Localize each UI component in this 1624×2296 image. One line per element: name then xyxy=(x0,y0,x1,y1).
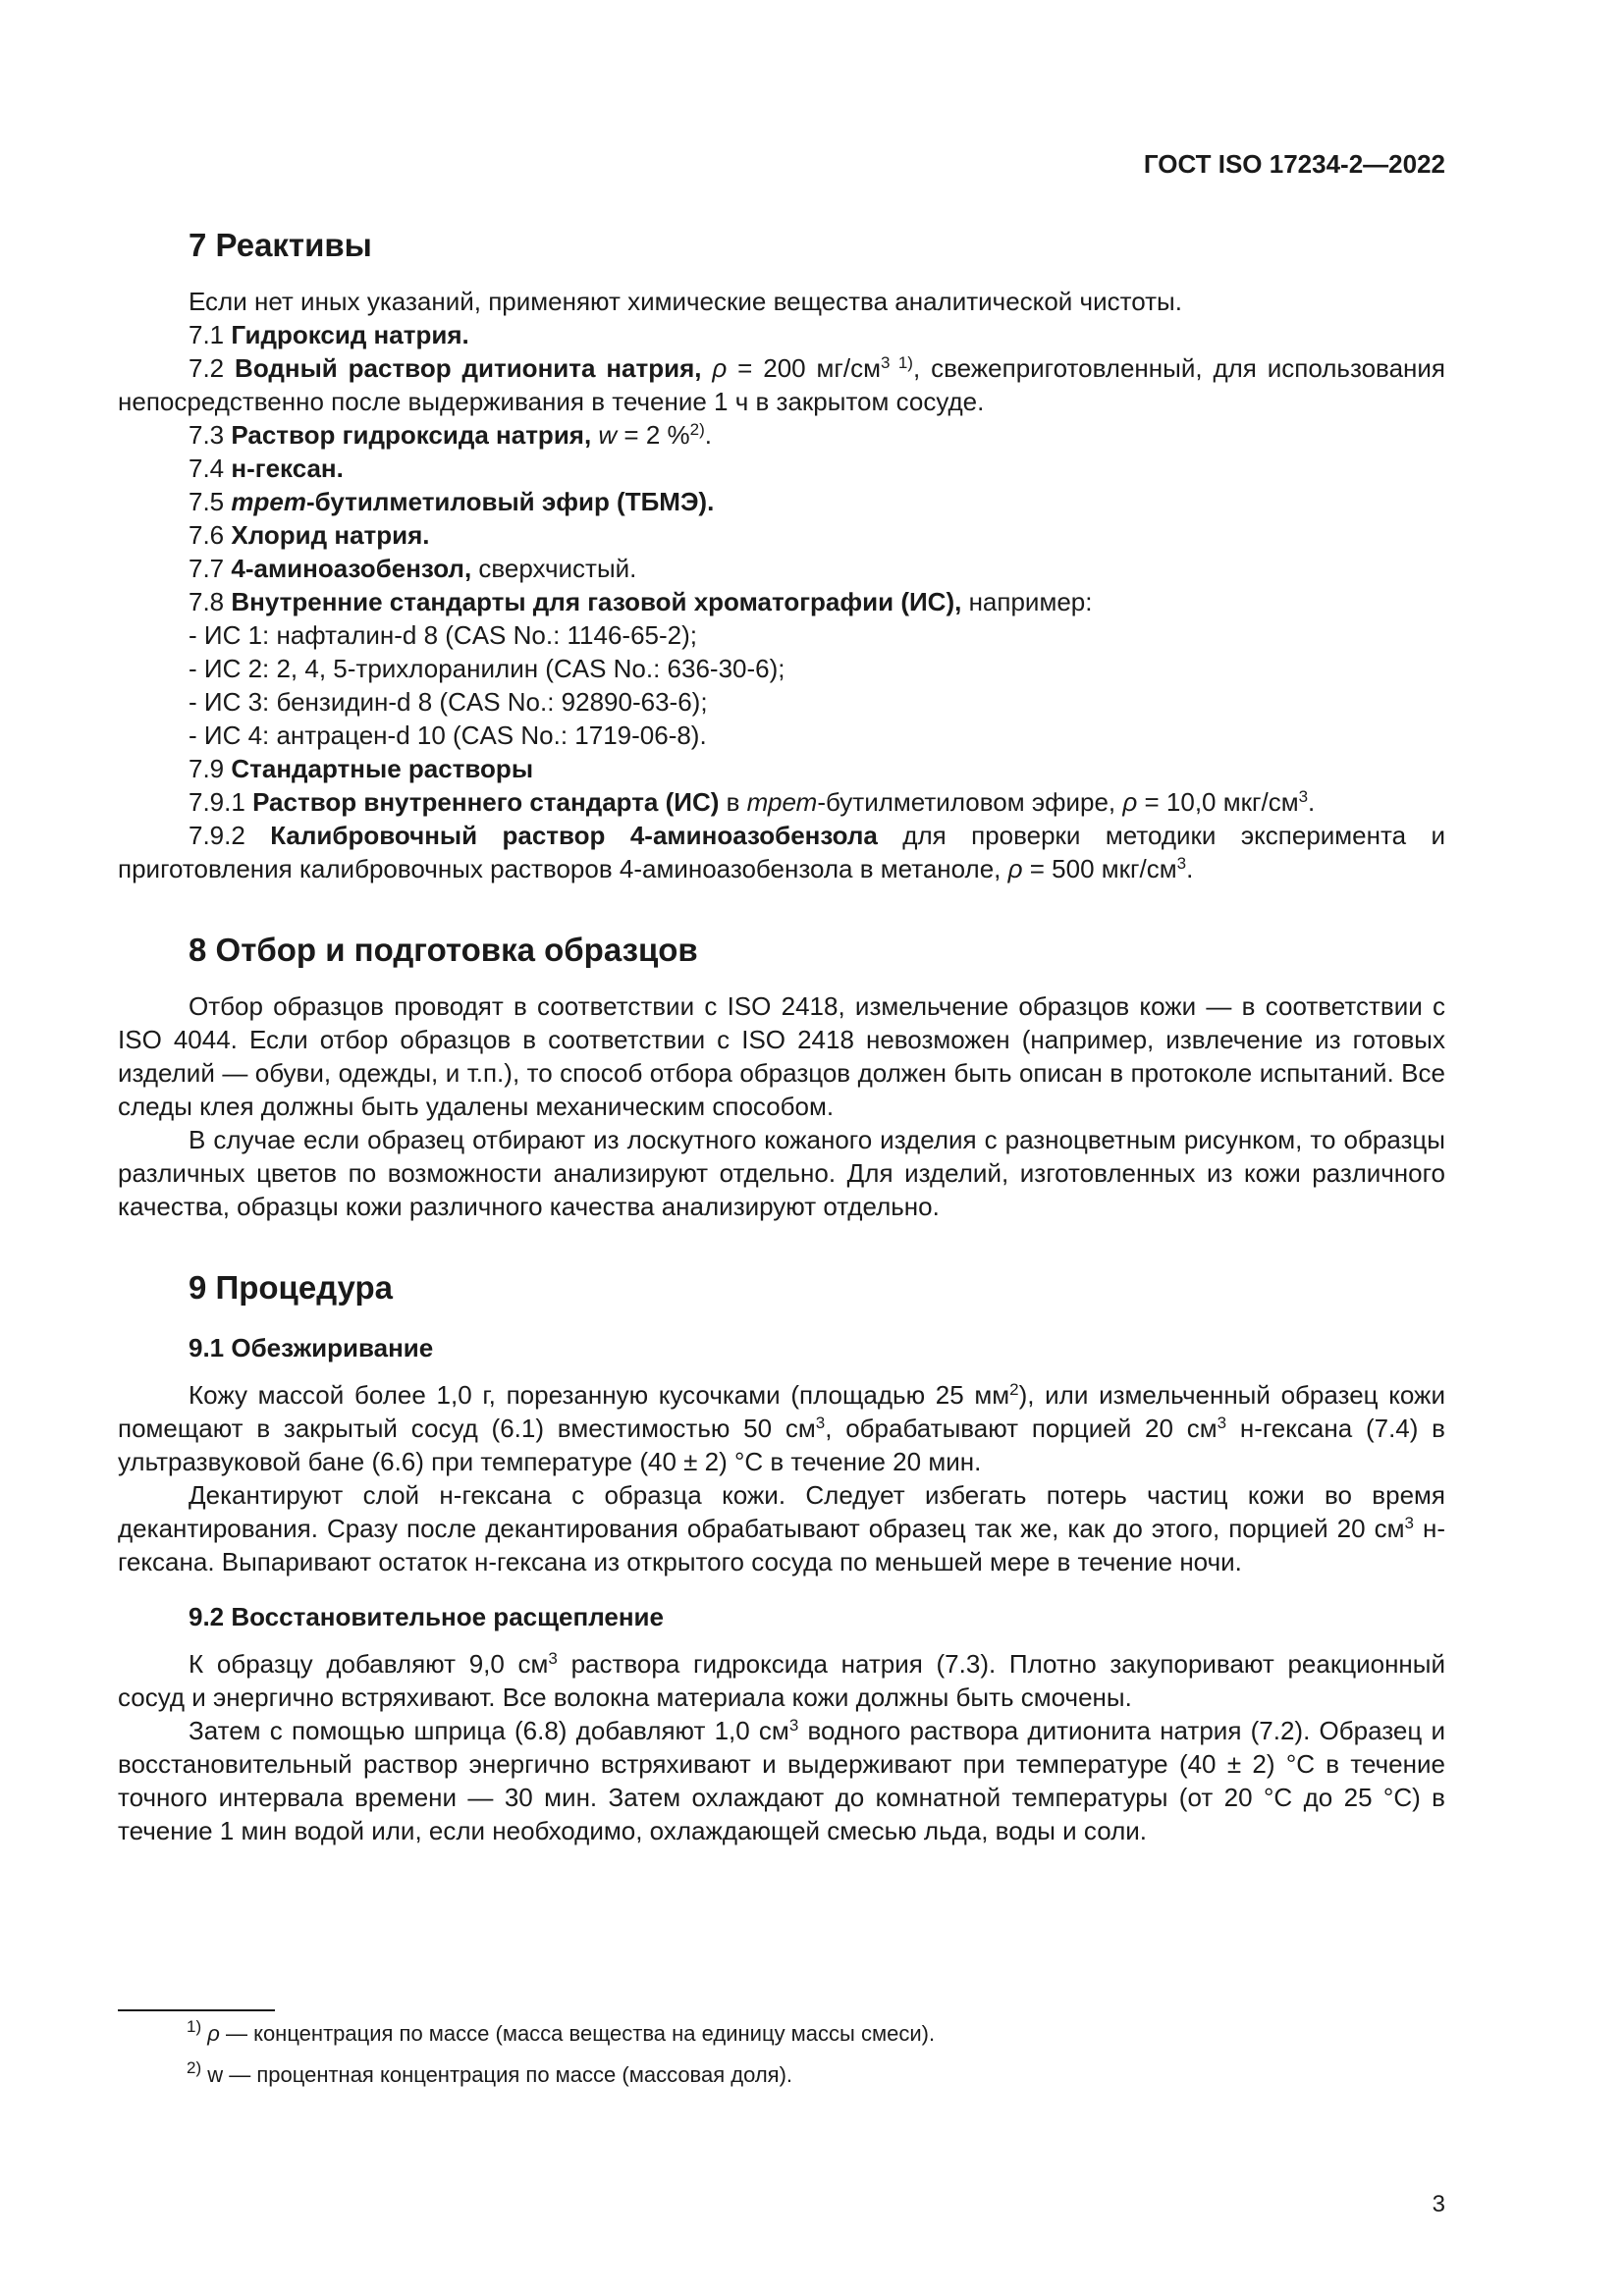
item-number: 7.9.2 xyxy=(189,821,271,850)
superscript: 3 xyxy=(548,1649,558,1668)
footnote-mark: 2) xyxy=(187,2058,202,2077)
subsection-9-1-title: 9.1 Обезжиривание xyxy=(189,1333,434,1362)
text-run: К образцу добавляют 9,0 см xyxy=(189,1649,549,1679)
page-content xyxy=(118,224,1445,1891)
superscript: 2 xyxy=(1009,1380,1019,1399)
superscript: 3 xyxy=(788,1716,799,1735)
superscript: 3 xyxy=(815,1414,826,1432)
item-term: 4-аминоазобензол, xyxy=(231,554,472,583)
item-term: Раствор внутреннего стандарта (ИС) xyxy=(252,787,720,817)
footnote-text: — процентная концентрация по массе (массовая доля). xyxy=(223,2062,793,2087)
punctuation: . xyxy=(704,420,712,450)
footnote-text: — концентрация по массе (масса вещества на единицу массы смеси). xyxy=(219,2021,936,2046)
item-7-9-2 xyxy=(118,819,1445,885)
section-8 xyxy=(118,929,1445,1223)
item-text: -бутилметиловом эфире, xyxy=(817,787,1123,817)
item-term: Хлорид натрия. xyxy=(231,520,430,550)
text-run: Затем с помощью шприца (6.8) добавляют 1,0 см xyxy=(189,1716,789,1745)
subsection-9-2-title: 9.2 Восстановительное расщепление xyxy=(189,1602,664,1631)
section-9-title: 9 Процедура xyxy=(189,1269,393,1306)
item-number: 7.6 xyxy=(189,520,232,550)
list-item: - ИС 3: бензидин-d 8 (CAS No.: 92890-63-6); xyxy=(189,687,708,717)
section-9 xyxy=(118,1266,1445,1847)
item-term: Внутренние стандарты для газовой хроматографии (ИС), xyxy=(231,587,962,616)
rho-symbol: ρ xyxy=(701,353,728,383)
item-term: Стандартные растворы xyxy=(231,754,534,783)
item-value: = 2 % xyxy=(617,420,690,450)
s9-2-paragraph-2 xyxy=(118,1714,1445,1847)
s8-paragraph-1: Отбор образцов проводят в соответствии с ISO 2418, измельчение образцов кожи — в соответствии с ISO 4044. Если отбор образцов в соответствии с ISO 2418 невозможен (например, извлечение из готовых изделий — обуви, одежды, и т.п.), то способ отбора образцов должен быть описан в протоколе испытаний. Все следы клея должны быть удалены механическим способом. xyxy=(118,991,1445,1121)
text-run: Кожу массой более 1,0 г, порезанную кусочками (площадью 25 мм xyxy=(189,1380,1010,1410)
item-number: 7.1 xyxy=(189,320,232,349)
section-7 xyxy=(118,224,1445,885)
item-7-2 xyxy=(118,351,1445,418)
item-7-8 xyxy=(118,585,1445,618)
item-7-5 xyxy=(118,485,1445,518)
w-symbol: w xyxy=(201,2062,224,2087)
text-run: раствора гидроксида натрия (7.3). Плотно закупоривают реакционный сосуд и энергично встряхивают. Все волокна материала кожи должны быть смочены. xyxy=(118,1649,1445,1712)
item-value: = 500 мкг/см xyxy=(1022,854,1177,883)
text-run: , обрабатывают порцией 20 см xyxy=(825,1414,1218,1443)
item-term: Калибровочный раствор 4-аминоазобензола xyxy=(270,821,878,850)
item-7-4 xyxy=(118,452,1445,485)
item-7-7 xyxy=(118,552,1445,585)
item-number: 7.5 xyxy=(189,487,232,516)
item-7-1 xyxy=(118,318,1445,351)
rho-symbol: ρ xyxy=(1122,787,1138,817)
item-number: 7.3 xyxy=(189,420,232,450)
item-text: сверхчистый. xyxy=(471,554,637,583)
item-value: = 10,0 мкг/см xyxy=(1137,787,1299,817)
list-item: - ИС 4: антрацен-d 10 (CAS No.: 1719-06-8). xyxy=(189,721,707,750)
footnote-mark: 1) xyxy=(187,2017,202,2036)
item-number: 7.9.1 xyxy=(189,787,253,817)
footnote-1 xyxy=(118,2019,1445,2049)
text-run: н-гексана (7.4) в ультразвуковой бане (6.6) при температуре (40 ± 2) °С в течение 20 мин. xyxy=(118,1414,1445,1476)
footnotes xyxy=(118,2009,1445,2102)
punctuation: . xyxy=(1308,787,1316,817)
item-text-italic: трет xyxy=(746,787,818,817)
item-number: 7.4 xyxy=(189,454,232,483)
punctuation: . xyxy=(1186,854,1194,883)
superscript: 3 xyxy=(1298,787,1309,806)
item-7-9-1 xyxy=(118,785,1445,819)
s7-intro: Если нет иных указаний, применяют химические вещества аналитической чистоты. xyxy=(189,287,1182,316)
w-symbol: w xyxy=(591,420,618,450)
list-item: - ИС 1: нафталин-d 8 (CAS No.: 1146-65-2); xyxy=(189,620,698,650)
item-text: для проверки методики эксперимента и приготовления калибровочных растворов 4-аминоазобензола в метаноле, xyxy=(118,821,1445,883)
item-7-3 xyxy=(118,418,1445,452)
superscript: 3 xyxy=(1404,1514,1414,1532)
item-number: 7.8 xyxy=(189,587,232,616)
list-item: - ИС 2: 2, 4, 5-трихлоранилин (CAS No.: 636-30-6); xyxy=(189,654,785,683)
section-8-title: 8 Отбор и подготовка образцов xyxy=(189,932,698,968)
item-number: 7.7 xyxy=(189,554,232,583)
item-term-italic: трет xyxy=(231,487,306,516)
rho-symbol: ρ xyxy=(1007,854,1023,883)
s9-1-paragraph-2 xyxy=(118,1478,1445,1578)
footnote-2 xyxy=(118,2060,1445,2090)
page-number: 3 xyxy=(1432,2191,1445,2217)
footnote-divider xyxy=(118,2009,275,2011)
footnote-ref: 3 1) xyxy=(881,353,913,372)
section-7-title: 7 Реактивы xyxy=(189,227,372,263)
item-7-6 xyxy=(118,518,1445,552)
item-term: н-гексан. xyxy=(231,454,344,483)
document-header: ГОСТ ISO 17234-2—2022 xyxy=(1143,149,1445,179)
superscript: 3 xyxy=(1176,854,1187,873)
s9-1-paragraph-1 xyxy=(118,1378,1445,1478)
item-text: в xyxy=(719,787,747,817)
text-run: Декантируют слой н-гексана с образца кожи. Следует избегать потерь частиц кожи во время декантирования. Сразу после декантирования обрабатывают образец так же, как до этого, порцией 20 см xyxy=(118,1480,1445,1543)
item-term: -бутилметиловый эфир (ТБМЭ). xyxy=(305,487,715,516)
item-value: = 200 мг/см xyxy=(727,353,881,383)
s9-2-paragraph-1 xyxy=(118,1647,1445,1714)
text-run: водного раствора дитионита натрия (7.2). Образец и восстановительный раствор энергично встряхивают и выдерживают при температуре (40 ± 2) °С в течение точного интервала времени — 30 мин. Затем охлаждают до комнатной температуры (от 20 °С до 25 °С) в течение 1 мин водой или, если необходимо, охлаждающей смесью льда, воды и соли. xyxy=(118,1716,1445,1845)
item-text: , свежеприготовленный, для использования непосредственно после выдерживания в течение 1 ч в закрытом сосуде. xyxy=(118,353,1446,416)
superscript: 3 xyxy=(1217,1414,1227,1432)
item-text: например: xyxy=(961,587,1093,616)
s8-paragraph-2: В случае если образец отбирают из лоскутного кожаного изделия с разноцветным рисунком, то образцы различных цветов по возможности анализируют отдельно. Для изделий, изготовленных из кожи различного качества, образцы кожи различного качества анализируют отдельно. xyxy=(118,1125,1445,1221)
item-term: Водный раствор дитионита натрия, xyxy=(235,353,702,383)
text-run: ), или измельченный образец кожи помещают в закрытый сосуд (6.1) вместимостью 50 см xyxy=(118,1380,1445,1443)
footnote-ref: 2) xyxy=(689,420,705,439)
item-number: 7.9 xyxy=(189,754,232,783)
item-term: Гидроксид натрия. xyxy=(231,320,469,349)
item-term: Раствор гидроксида натрия, xyxy=(231,420,592,450)
text-run: н-гексана. Выпаривают остаток н-гексана из открытого сосуда по меньшей мере в течение ночи. xyxy=(118,1514,1445,1576)
item-7-9 xyxy=(118,752,1445,785)
rho-symbol: ρ xyxy=(201,2021,220,2046)
item-number: 7.2 xyxy=(189,353,236,383)
